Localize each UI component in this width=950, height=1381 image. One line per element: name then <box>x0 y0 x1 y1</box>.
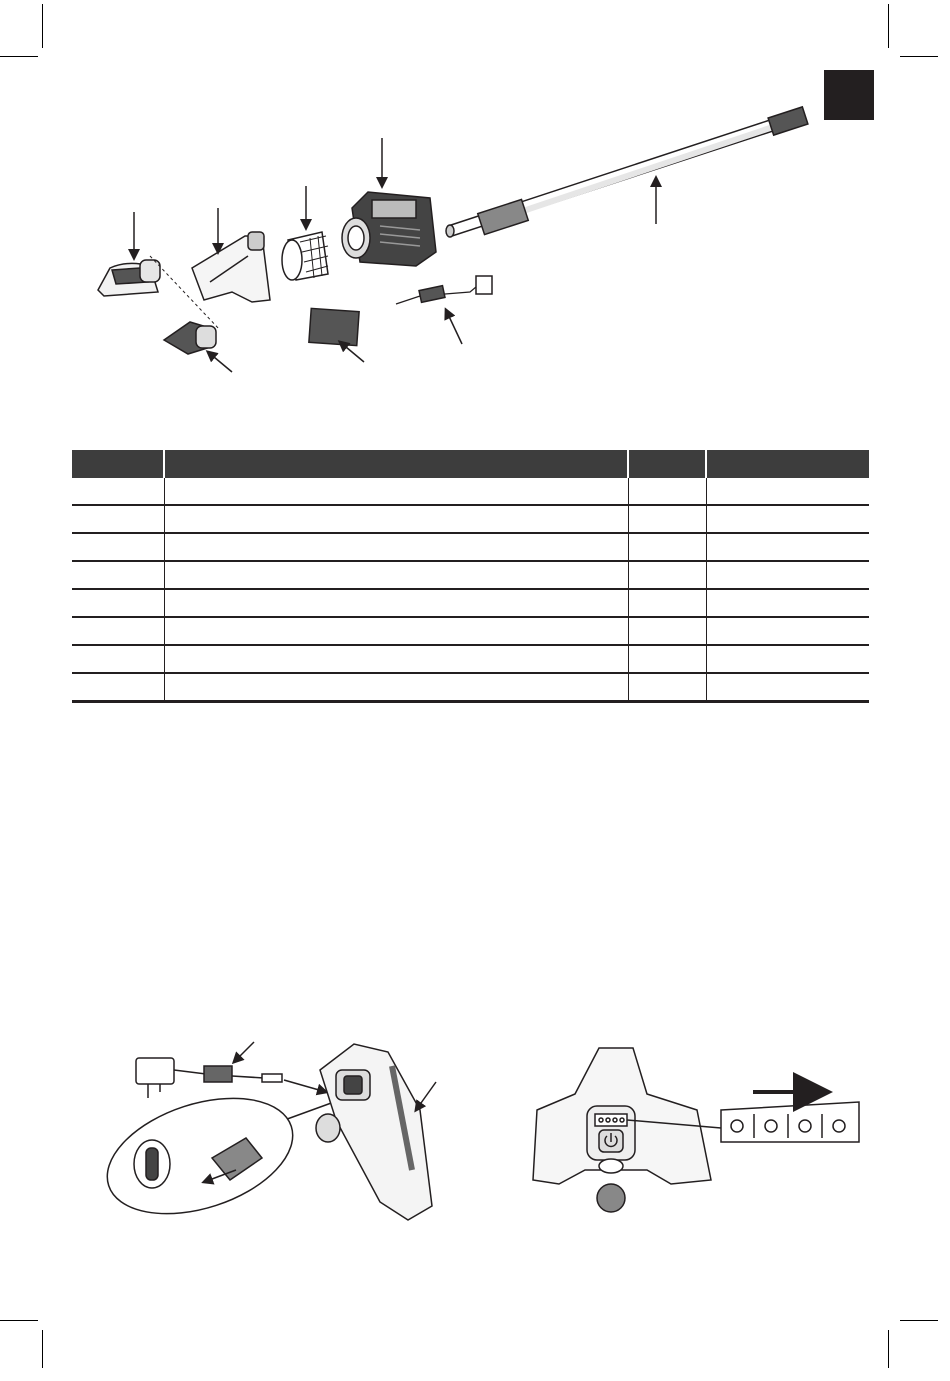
charger-drawing <box>396 276 492 304</box>
table-cell <box>706 589 869 617</box>
indicator-illustration <box>475 1030 950 1230</box>
table-cell <box>164 617 628 645</box>
table-cell <box>72 617 164 645</box>
table-row <box>72 673 869 702</box>
filter-pad-drawing <box>309 308 359 345</box>
table-row <box>72 505 869 533</box>
table-cell <box>164 505 628 533</box>
table-cell <box>628 478 706 505</box>
parts-table <box>72 450 869 703</box>
parts-table-header <box>72 450 869 478</box>
crevice-tool-drawing <box>192 232 270 302</box>
charging-illustration <box>0 1030 475 1230</box>
filter-drawing <box>282 232 328 280</box>
header-cell <box>706 450 869 478</box>
brush-nozzle-drawing <box>164 322 216 354</box>
table-row <box>72 589 869 617</box>
motor-unit-drawing <box>342 192 436 266</box>
table-cell <box>628 505 706 533</box>
table-cell <box>706 673 869 702</box>
crop-mark-bl-h <box>0 1320 38 1321</box>
crop-mark-bl-v <box>42 1330 43 1368</box>
table-cell <box>706 561 869 589</box>
floor-nozzle-drawing <box>98 260 160 296</box>
table-cell <box>706 505 869 533</box>
table-cell <box>164 478 628 505</box>
table-cell <box>164 673 628 702</box>
table-cell <box>164 533 628 561</box>
table-cell <box>72 645 164 673</box>
crop-mark-br-h <box>900 1320 938 1321</box>
table-cell <box>706 478 869 505</box>
header-cell <box>72 450 164 478</box>
table-row <box>72 533 869 561</box>
header-cell <box>164 450 628 478</box>
table-cell <box>628 533 706 561</box>
crop-mark-br-v <box>888 1330 889 1368</box>
table-cell <box>706 645 869 673</box>
table-cell <box>72 589 164 617</box>
table-cell <box>164 645 628 673</box>
table-cell <box>628 617 706 645</box>
table-cell <box>72 478 164 505</box>
table-cell <box>72 505 164 533</box>
parts-illustration <box>0 0 950 400</box>
header-cell <box>628 450 706 478</box>
table-cell <box>72 673 164 702</box>
table-cell <box>164 561 628 589</box>
table-cell <box>628 589 706 617</box>
table-row <box>72 561 869 589</box>
table-cell <box>72 561 164 589</box>
table-cell <box>164 589 628 617</box>
table-row <box>72 478 869 505</box>
table-row <box>72 617 869 645</box>
table-cell <box>628 673 706 702</box>
table-cell <box>628 561 706 589</box>
table-cell <box>706 533 869 561</box>
extension-tube-drawing <box>446 107 808 237</box>
table-cell <box>628 645 706 673</box>
table-cell <box>706 617 869 645</box>
table-row <box>72 645 869 673</box>
table-cell <box>72 533 164 561</box>
